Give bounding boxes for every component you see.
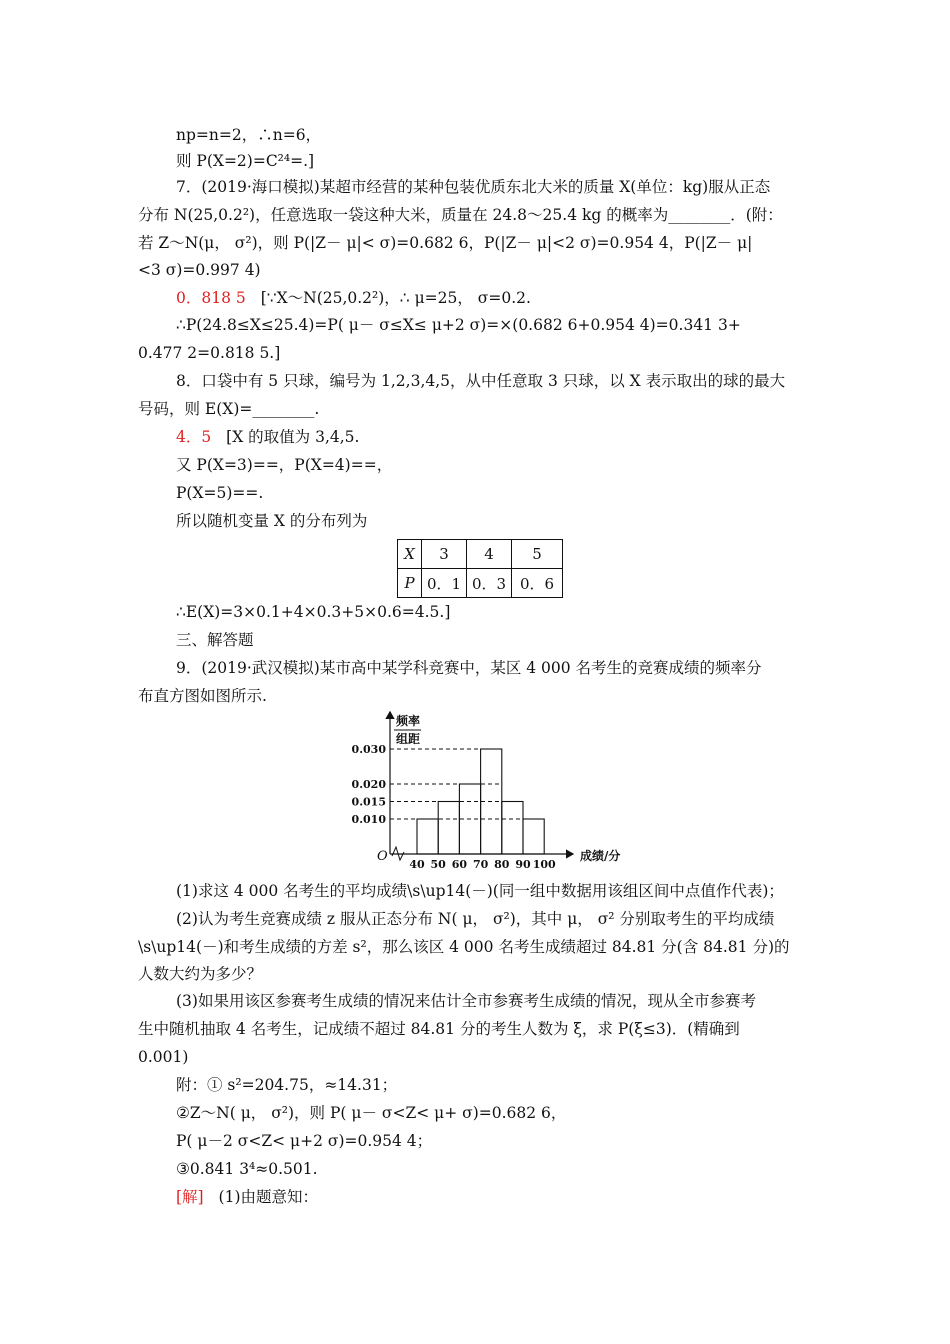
appendix-line: ③0.841 3⁴≈0.501.: [176, 1160, 318, 1178]
table-cell: 0．1: [422, 569, 467, 598]
sub-question-3: (3)如果用该区参赛考生成绩的情况来估计全市参赛考生成绩的情况，现从全市参赛考: [176, 992, 756, 1010]
y-tick-label: 0.015: [351, 795, 386, 809]
sub-question-1: (1)求这 4 000 名考生的平均成绩\s\up14(－)(同一组中数据用该组区间中点值作代表)；: [176, 882, 784, 900]
y-tick-label: 0.030: [351, 743, 386, 756]
text-line: 分布 N(25,0.2²)，任意选取一袋这种大米，质量在 24.8～25.4 kg 的概率为________．(附：: [138, 206, 783, 224]
text-line: np=n=2，∴n=6，: [176, 126, 322, 144]
table-cell: 0．6: [512, 569, 563, 598]
appendix-line: 附：① s²=204.75，≈14.31；: [176, 1076, 398, 1094]
table-row: [398, 569, 563, 598]
text-line: 又 P(X=3)==，P(X=4)==，: [176, 456, 393, 474]
text-line: 0.001): [138, 1048, 189, 1066]
distribution-table: [397, 539, 563, 598]
text-line: 则 P(X=2)=C²⁴=.]: [176, 152, 315, 170]
x-tick-label: 50: [430, 858, 446, 871]
text-line: 0.477 2=0.818 5.]: [138, 344, 281, 362]
question-8-line: 8．口袋中有 5 只球，编号为 1,2,3,4,5，从中任意取 3 只球，以 X 表示取出的球的最大: [176, 372, 786, 390]
text-line: <3 σ)=0.997 4): [138, 261, 261, 279]
question-7-line: 7．(2019·海口模拟)某超市经营的某种包装优质东北大米的质量 X(单位：kg)服从正态: [176, 178, 771, 196]
answer-value: 0．818 5: [176, 289, 246, 307]
text-line: 人数大约为多少？: [138, 965, 263, 983]
table-cell: P: [398, 569, 422, 598]
solution-tag: [解]: [176, 1188, 204, 1206]
answer-value: 4．5: [176, 428, 212, 446]
table-cell: 5: [512, 540, 563, 569]
table-cell: 0．3: [467, 569, 512, 598]
histogram-bar: [438, 802, 459, 855]
text-line: 所以随机变量 X 的分布列为: [176, 512, 368, 530]
text-line: 布直方图如图所示.: [138, 687, 267, 705]
frequency-histogram: [351, 708, 645, 871]
origin-label: O: [377, 849, 388, 864]
section-heading: 三、解答题: [176, 631, 254, 649]
sub-question-2: (2)认为考生竞赛成绩 z 服从正态分布 N( μ， σ²)，其中 μ， σ² 分别取考生的平均成绩: [176, 910, 775, 928]
text-line: ∴P(24.8≤X≤25.4)=P( μ－ σ≤X≤ μ+2 σ)=×(0.682 6+0.954 4)=0.341 3+: [176, 316, 741, 334]
answer-explanation: [∵X～N(25,0.2²)，∴ μ=25， σ=0.2.: [260, 289, 531, 307]
solution-line: [176, 1186, 318, 1208]
x-tick-label: 70: [472, 858, 489, 871]
text-line: P(X=5)==.: [176, 484, 264, 502]
y-tick-label: 0.020: [351, 778, 386, 791]
histogram-bar: [523, 819, 544, 854]
answer-line: [176, 426, 359, 448]
y-axis-label-bottom: 组距: [396, 732, 421, 746]
table-cell: 4: [467, 540, 512, 569]
x-tick-label: 90: [515, 858, 531, 871]
histogram-bar: [417, 819, 438, 854]
appendix-line: P( μ－2 σ<Z< μ+2 σ)=0.954 4；: [176, 1132, 433, 1150]
histogram-bar: [502, 802, 523, 855]
text-line: 号码，则 E(X)=________.: [138, 400, 320, 418]
x-tick-label: 60: [451, 858, 468, 871]
table-cell: 3: [422, 540, 467, 569]
table-cell: X: [398, 540, 422, 569]
answer-line: [176, 287, 531, 309]
x-axis-label: 成绩/分: [580, 849, 621, 863]
x-tick-label: 100: [532, 858, 556, 871]
solution-text: (1)由题意知：: [218, 1188, 319, 1206]
text-line: \s\up14(－)和考生成绩的方差 s²，那么该区 4 000 名考生成绩超过 84.81 分(含 84.81 分)的: [138, 938, 790, 956]
answer-explanation: [X 的取值为 3,4,5.: [226, 428, 360, 446]
text-line: 生中随机抽取 4 名考生，记成绩不超过 84.81 分的考生人数为 ξ，求 P(ξ≤3)．(精确到: [138, 1020, 740, 1038]
y-axis-label-top: 频率: [396, 714, 421, 728]
text-line: 若 Z～N(μ， σ²)，则 P(|Z－ μ|< σ)=0.682 6，P(|Z－ μ|<2 σ)=0.954 4，P(|Z－ μ|: [138, 234, 753, 252]
x-tick-label: 80: [494, 858, 510, 871]
y-tick-label: 0.010: [351, 813, 386, 826]
x-tick-label: 40: [409, 858, 425, 871]
question-9-line: 9．(2019·武汉模拟)某市高中某学科竞赛中，某区 4 000 名考生的竞赛成绩的频率分: [176, 659, 762, 677]
text-line: ∴E(X)=3×0.1+4×0.3+5×0.6=4.5.]: [176, 603, 451, 621]
table-row: [398, 540, 563, 569]
appendix-line: ②Z～N( μ， σ²)，则 P( μ－ σ<Z< μ+ σ)=0.682 6，: [176, 1104, 567, 1122]
